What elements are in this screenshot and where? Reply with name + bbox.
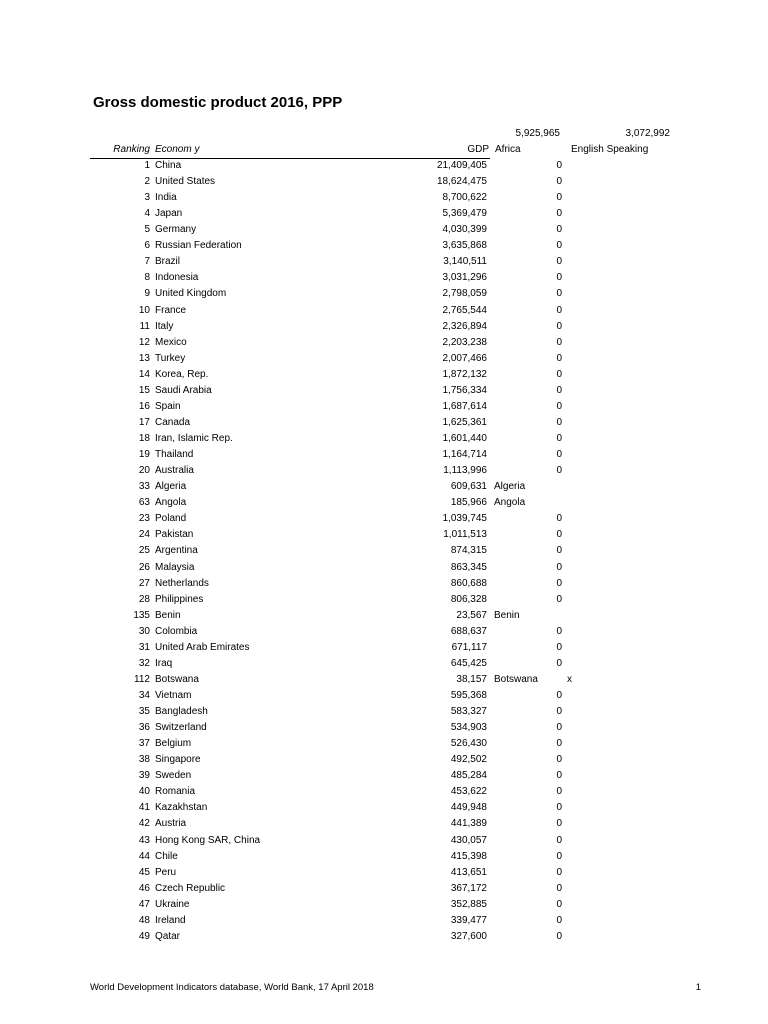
table-row [0,672,768,688]
table-row [0,431,768,447]
ranking-cell: 32 [138,657,150,669]
gdp-cell: 583,327 [450,706,487,718]
economy-cell: Austria [155,818,187,830]
page-number: 1 [695,982,701,993]
gdp-cell: 1,872,132 [442,368,487,380]
gdp-cell: 863,345 [450,561,487,573]
africa-cell: 0 [556,706,562,718]
africa-cell: 0 [556,256,562,268]
gdp-cell: 874,315 [450,545,487,557]
ranking-cell: 1 [144,160,150,171]
africa-cell: 0 [556,866,562,878]
ranking-cell: 31 [138,641,150,653]
gdp-cell: 1,039,745 [442,513,487,525]
ranking-cell: 47 [138,898,150,910]
africa-cell: 0 [556,529,562,541]
africa-cell: 0 [556,240,562,252]
ranking-cell: 34 [138,689,150,701]
gdp-cell: 2,326,894 [442,320,487,332]
africa-cell: 0 [556,433,562,445]
africa-cell: 0 [556,352,562,364]
ranking-cell: 10 [138,304,150,316]
gdp-cell: 18,624,475 [436,176,487,188]
gdp-cell: 367,172 [450,882,487,894]
economy-cell: Angola [155,497,187,509]
africa-cell: 0 [556,224,562,236]
ranking-cell: 5 [144,224,150,236]
table-row [0,319,768,335]
table-row [0,704,768,720]
economy-cell: United Arab Emirates [155,641,250,653]
ranking-cell: 28 [138,593,150,605]
gdp-cell: 415,398 [450,850,487,862]
economy-cell: Indonesia [155,272,199,284]
africa-cell: 0 [556,930,562,942]
economy-cell: Qatar [155,930,181,942]
gdp-cell: 8,700,622 [442,192,487,204]
africa-cell: 0 [556,850,562,862]
africa-cell: 0 [556,336,562,348]
ranking-cell: 112 [134,673,150,685]
ranking-cell: 41 [138,802,150,814]
table-row [0,816,768,832]
table-row [0,158,768,174]
ranking-cell: 39 [138,770,150,782]
ranking-cell: 11 [139,320,150,332]
gdp-cell: 1,756,334 [442,384,487,396]
gdp-cell: 609,631 [450,481,487,493]
table-row [0,800,768,816]
gdp-cell: 595,368 [450,689,487,701]
gdp-cell: 352,885 [450,898,487,910]
ranking-cell: 40 [138,786,150,798]
economy-cell: Belgium [155,738,192,750]
africa-cell: 0 [556,272,562,284]
economy-cell: Netherlands [155,577,209,589]
table-row [0,383,768,399]
ranking-cell: 14 [138,368,150,380]
ranking-cell: 19 [138,449,150,461]
economy-cell: Canada [155,416,191,428]
africa-cell: 0 [556,416,562,428]
gdp-cell: 2,203,238 [442,336,487,348]
ranking-cell: 43 [138,834,150,846]
gdp-cell: 860,688 [450,577,487,589]
ranking-cell: 17 [138,416,150,428]
economy-cell: Korea, Rep. [155,368,209,380]
africa-cell: 0 [556,320,562,332]
africa-cell: Benin [494,609,520,621]
table-row [0,447,768,463]
africa-total: 5,925,965 [515,128,560,139]
ranking-cell: 26 [138,561,150,573]
table-row [0,543,768,559]
column-header-africa: Africa [495,144,521,155]
africa-cell: 0 [556,722,562,734]
gdp-cell: 1,601,440 [442,433,487,445]
economy-cell: Italy [155,320,174,332]
table-row [0,865,768,881]
africa-cell: 0 [556,160,562,171]
ranking-cell: 7 [144,256,150,268]
ranking-cell: 25 [138,545,150,557]
table-row [0,367,768,383]
gdp-cell: 1,164,714 [442,449,487,461]
table-row [0,608,768,624]
economy-cell: Romania [155,786,196,798]
ranking-cell: 9 [144,288,150,300]
economy-cell: Germany [155,224,197,236]
table-row [0,238,768,254]
ranking-cell: 135 [133,609,150,621]
economy-cell: Japan [155,208,183,220]
ranking-cell: 46 [138,882,150,894]
gdp-cell: 453,622 [450,786,487,798]
economy-cell: United States [155,176,216,188]
economy-cell: Iran, Islamic Rep. [155,433,233,445]
gdp-cell: 38,157 [456,673,487,685]
economy-cell: Brazil [155,256,181,268]
economy-cell: Ukraine [155,898,190,910]
table-row [0,881,768,897]
africa-cell: 0 [556,770,562,782]
page-title: Gross domestic product 2016, PPP [93,94,343,111]
gdp-cell: 671,117 [451,641,487,653]
table-row [0,479,768,495]
economy-cell: India [155,192,177,204]
ranking-cell: 8 [144,272,150,284]
africa-cell: 0 [556,786,562,798]
table-row [0,688,768,704]
ranking-cell: 27 [138,577,150,589]
economy-cell: Singapore [155,754,201,766]
economy-cell: Sweden [155,770,192,782]
ranking-cell: 18 [138,433,150,445]
ranking-cell: 45 [138,866,150,878]
table-row [0,303,768,319]
economy-cell: Thailand [155,449,194,461]
table-row [0,511,768,527]
economy-cell: United Kingdom [155,288,227,300]
gdp-cell: 21,409,405 [436,160,487,171]
ranking-cell: 37 [138,738,150,750]
africa-cell: 0 [556,288,562,300]
africa-cell: 0 [556,561,562,573]
africa-cell: 0 [556,208,562,220]
table-row [0,206,768,222]
africa-cell: 0 [556,625,562,637]
table-row [0,190,768,206]
africa-cell: 0 [556,738,562,750]
footer-source: World Development Indicators database, World Bank, 17 April 2018 [90,982,374,993]
africa-cell: 0 [556,914,562,926]
africa-cell: 0 [556,577,562,589]
ranking-cell: 24 [138,529,150,541]
economy-cell: Philippines [155,593,204,605]
economy-cell: Spain [155,400,181,412]
table-row [0,768,768,784]
table-row [0,463,768,479]
africa-cell: 0 [556,192,562,204]
column-header-ranking: Ranking [113,144,150,155]
ranking-cell: 2 [144,176,150,188]
gdp-cell: 5,369,479 [442,208,487,220]
gdp-cell: 1,011,513 [443,529,487,541]
economy-cell: Colombia [155,625,198,637]
africa-cell: 0 [556,641,562,653]
economy-cell: Malaysia [155,561,195,573]
table-row [0,527,768,543]
ranking-cell: 12 [138,336,150,348]
gdp-cell: 492,502 [450,754,487,766]
ranking-cell: 20 [138,465,150,477]
table-row [0,560,768,576]
table-row [0,254,768,270]
economy-cell: Iraq [155,657,173,669]
table-row [0,736,768,752]
ranking-cell: 23 [138,513,150,525]
english-speaking-cell: x [567,673,572,685]
ranking-cell: 33 [138,481,150,493]
gdp-cell: 2,765,544 [442,304,487,316]
africa-cell: 0 [556,802,562,814]
economy-cell: Ireland [155,914,186,926]
economy-cell: Australia [155,465,194,477]
africa-cell: 0 [556,882,562,894]
column-header-gdp: GDP [467,144,489,155]
economy-cell: Botswana [155,673,199,685]
table-row [0,656,768,672]
table-row [0,913,768,929]
ranking-cell: 42 [138,818,150,830]
gdp-cell: 2,798,059 [442,288,487,300]
economy-cell: Czech Republic [155,882,226,894]
africa-cell: 0 [556,384,562,396]
gdp-cell: 534,903 [450,722,487,734]
gdp-cell: 430,057 [450,834,487,846]
table-row [0,929,768,945]
gdp-cell: 645,425 [450,657,487,669]
table-row [0,624,768,640]
english-speaking-total: 3,072,992 [625,128,670,139]
africa-cell: 0 [556,593,562,605]
economy-cell: Vietnam [155,689,192,701]
africa-cell: 0 [556,545,562,557]
table-row [0,286,768,302]
africa-cell: 0 [556,176,562,188]
table-row [0,335,768,351]
economy-cell: Benin [155,609,181,621]
table-row [0,415,768,431]
gdp-cell: 1,113,996 [443,465,487,477]
table-row [0,399,768,415]
table-row [0,720,768,736]
table-row [0,495,768,511]
ranking-cell: 13 [138,352,150,364]
ranking-cell: 4 [144,208,150,220]
gdp-cell: 1,625,361 [442,416,487,428]
gdp-cell: 4,030,399 [442,224,487,236]
ranking-cell: 30 [138,625,150,637]
economy-cell: Chile [155,850,178,862]
economy-cell: Turkey [155,352,186,364]
table-row [0,592,768,608]
economy-cell: Algeria [155,481,187,493]
table-row [0,784,768,800]
ranking-cell: 63 [138,497,150,509]
gdp-cell: 688,637 [450,625,487,637]
economy-cell: Argentina [155,545,198,557]
gdp-cell: 185,966 [450,497,487,509]
ranking-cell: 3 [144,192,150,204]
africa-cell: 0 [556,368,562,380]
economy-cell: Saudi Arabia [155,384,212,396]
gdp-cell: 2,007,466 [442,352,487,364]
economy-cell: Russian Federation [155,240,242,252]
africa-cell: Botswana [494,673,538,685]
africa-cell: 0 [556,465,562,477]
economy-cell: France [155,304,187,316]
africa-cell: Angola [494,497,526,509]
table-row [0,576,768,592]
economy-cell: Pakistan [155,529,194,541]
column-header-economy: Econom y [155,144,200,155]
table-row [0,833,768,849]
africa-cell: Algeria [494,481,526,493]
ranking-cell: 15 [138,384,150,396]
gdp-cell: 413,651 [450,866,487,878]
africa-cell: 0 [556,834,562,846]
gdp-cell: 485,284 [450,770,487,782]
economy-cell: Poland [155,513,187,525]
economy-cell: Switzerland [155,722,207,734]
economy-cell: Bangladesh [155,706,208,718]
gdp-cell: 23,567 [456,609,487,621]
africa-cell: 0 [556,400,562,412]
africa-cell: 0 [556,754,562,766]
table-body [0,158,768,948]
economy-cell: Kazakhstan [155,802,208,814]
gdp-cell: 441,389 [450,818,487,830]
africa-cell: 0 [556,818,562,830]
economy-cell: Mexico [155,336,187,348]
ranking-cell: 48 [138,914,150,926]
gdp-cell: 3,031,296 [442,272,487,284]
africa-cell: 0 [556,898,562,910]
gdp-cell: 806,328 [450,593,487,605]
table-row [0,752,768,768]
ranking-cell: 44 [138,850,150,862]
africa-cell: 0 [556,689,562,701]
gdp-cell: 327,600 [450,930,487,942]
table-row [0,351,768,367]
gdp-cell: 449,948 [450,802,487,814]
africa-cell: 0 [556,449,562,461]
gdp-cell: 339,477 [450,914,487,926]
table-row [0,897,768,913]
gdp-cell: 1,687,614 [442,400,487,412]
economy-cell: Hong Kong SAR, China [155,834,261,846]
gdp-cell: 3,140,511 [443,256,487,268]
table-row [0,270,768,286]
ranking-cell: 6 [144,240,150,252]
africa-cell: 0 [556,513,562,525]
table-row [0,222,768,238]
ranking-cell: 49 [138,930,150,942]
column-header-english-speaking: English Speaking [571,144,649,155]
gdp-cell: 526,430 [450,738,487,750]
ranking-cell: 35 [138,706,150,718]
economy-cell: China [155,160,182,171]
table-row [0,174,768,190]
ranking-cell: 16 [138,400,150,412]
table-row [0,849,768,865]
africa-cell: 0 [556,304,562,316]
ranking-cell: 38 [138,754,150,766]
ranking-cell: 36 [138,722,150,734]
africa-cell: 0 [556,657,562,669]
table-row [0,640,768,656]
gdp-cell: 3,635,868 [442,240,487,252]
economy-cell: Peru [155,866,177,878]
